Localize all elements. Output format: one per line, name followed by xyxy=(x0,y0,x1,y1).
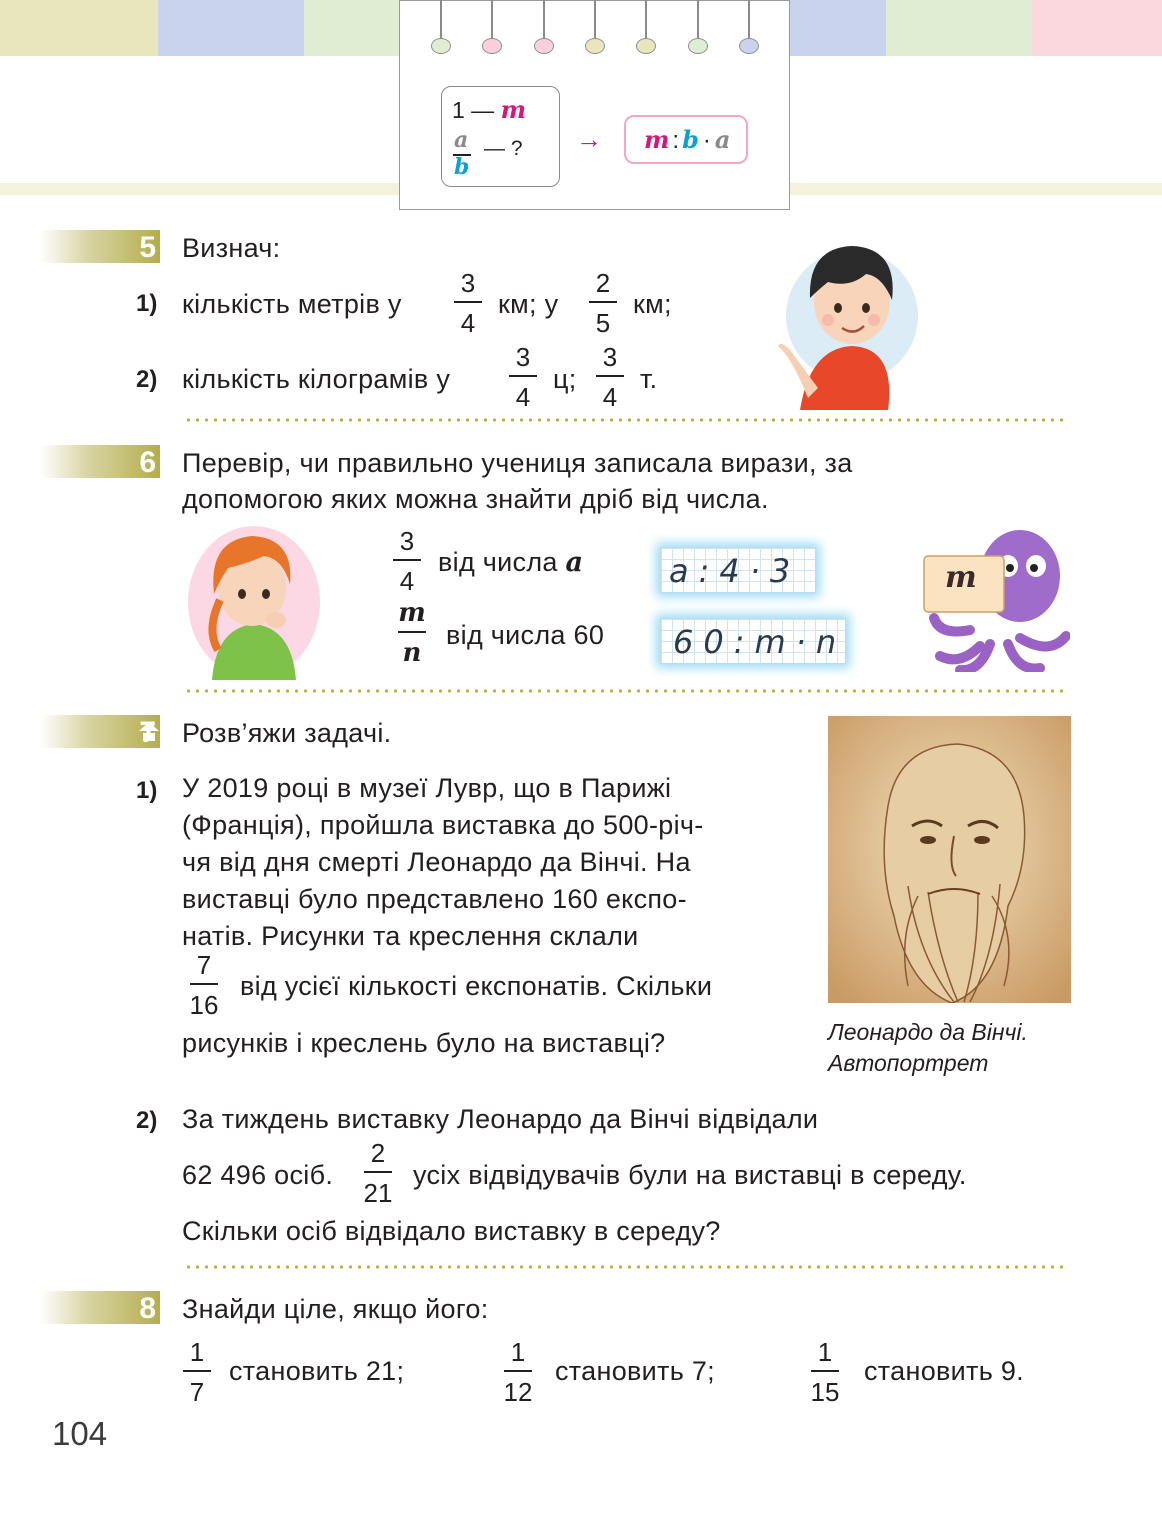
formula-b: b xyxy=(682,125,699,154)
task-7-item-1-line-3: чя від дня смерті Леонардо да Вінчі. На xyxy=(182,847,691,877)
fraction xyxy=(177,1337,217,1407)
fraction-numerator: 3 xyxy=(515,342,531,372)
task-8-text-2: становить 7; xyxy=(555,1356,715,1386)
fraction-denominator: n xyxy=(402,637,422,668)
page-number: 104 xyxy=(52,1415,108,1452)
task-5-item-1-text-a: кількість метрів у xyxy=(182,289,402,319)
portrait-caption-line-2: Автопортрет xyxy=(828,1050,989,1076)
handwriting-box-2 xyxy=(660,618,846,664)
task-7-item-1-line-1: У 2019 році в музеї Лувр, що в Парижі xyxy=(182,773,672,803)
formula-dot: · xyxy=(702,127,711,154)
fraction-denominator: 7 xyxy=(189,1376,205,1407)
fraction-numerator: 7 xyxy=(196,950,212,980)
task-7-item-1-label: 1) xyxy=(136,777,158,804)
task-7-item-2-line-2-a: 62 496 осіб. xyxy=(182,1160,334,1190)
fraction-denominator: 5 xyxy=(595,307,611,338)
fraction-numerator: 3 xyxy=(602,342,618,372)
task-7-item-1-line-4: виставці було представлено 160 експо- xyxy=(182,884,687,914)
task-7-item-1-after-fraction: від усієї кількості експонатів. Скільки xyxy=(240,971,713,1001)
leonardo-portrait-image xyxy=(828,716,1071,1003)
fraction xyxy=(392,598,432,668)
fraction-numerator: 2 xyxy=(370,1138,386,1168)
top-band-2 xyxy=(158,0,304,56)
task-6-row-2-text: від числа 60 xyxy=(446,620,605,650)
task-5-item-2-text-c: т. xyxy=(640,364,658,394)
task-8-text-1: становить 21; xyxy=(229,1356,405,1386)
formula-a: a xyxy=(714,125,731,154)
task-5-item-1-text-b: км; у xyxy=(498,289,559,319)
ring-icon xyxy=(688,38,708,54)
separator xyxy=(184,689,1068,693)
rule-frac-num: a xyxy=(454,127,469,153)
formula-m: m xyxy=(644,125,670,154)
task-6-line-1: Перевір, чи правильно учениця записала вирази, за xyxy=(182,448,853,478)
boy-illustration xyxy=(770,228,920,410)
handwriting-1: a:4·3 xyxy=(669,552,801,590)
ring-icon xyxy=(739,38,759,54)
fraction-numerator: m xyxy=(398,598,426,628)
task-8-title: Знайди ціле, якщо його: xyxy=(182,1294,489,1324)
portrait-caption-line-1: Леонардо да Вінчі. xyxy=(828,1019,1028,1045)
octopus-illustration xyxy=(920,526,1070,672)
task-7-number: 7 xyxy=(139,716,156,749)
handwriting-2: 60:m·n xyxy=(673,623,847,661)
rule-whole-var: m xyxy=(500,95,526,124)
task-6-number: 6 xyxy=(139,446,156,479)
formula-div: : xyxy=(672,127,680,154)
ring-icon xyxy=(482,38,502,54)
fraction xyxy=(448,268,488,338)
task-7-item-2-line-1: За тиждень виставку Леонардо да Вінчі відвідали xyxy=(182,1104,819,1134)
ring-icon xyxy=(636,38,656,54)
top-band-6 xyxy=(1032,0,1162,56)
task-6-marker xyxy=(40,445,160,478)
fraction-denominator: 4 xyxy=(515,381,531,412)
fraction-denominator: 4 xyxy=(602,381,618,412)
fraction-numerator: 3 xyxy=(460,268,476,298)
task-7-title: Розв’яжи задачі. xyxy=(182,718,392,748)
task-7-item-2-line-2-b: усіх відвідувачів були на виставці в середу. xyxy=(413,1160,967,1190)
task-7-item-1-last-line: рисунків і креслень було на виставці? xyxy=(182,1028,666,1058)
handwriting-box-1 xyxy=(660,547,816,593)
task-7-marker xyxy=(40,715,160,748)
task-5-title: Визнач: xyxy=(182,233,281,263)
task-6-line-2: допомогою яких можна знайти дріб від числа. xyxy=(182,484,769,514)
task-7-item-1-line-5: натів. Рисунки та креслення склали xyxy=(182,921,639,951)
rule-frac-tail: — ? xyxy=(484,137,523,160)
fraction xyxy=(805,1337,845,1407)
fraction xyxy=(590,342,630,412)
task-5-item-2-text-a: кількість кілограмів у xyxy=(182,364,451,394)
fraction xyxy=(358,1138,398,1208)
fraction-numerator: 2 xyxy=(595,268,611,298)
rule-arrow-icon: → xyxy=(576,124,602,154)
fraction-denominator: 4 xyxy=(460,307,476,338)
fraction xyxy=(583,268,623,338)
rule-whole-label: 1 — xyxy=(452,97,495,123)
task-5-marker xyxy=(40,230,160,263)
fraction-numerator: 1 xyxy=(510,1337,526,1367)
rule-box xyxy=(441,86,560,187)
task-8-marker xyxy=(40,1291,160,1324)
ring-icon xyxy=(534,38,554,54)
ring-icon xyxy=(585,38,605,54)
fraction xyxy=(498,1337,538,1407)
top-band-3 xyxy=(304,0,400,56)
task-7-item-1-line-2: (Франція), пройшла виставка до 500-річ- xyxy=(182,810,704,840)
task-5-number: 5 xyxy=(139,231,156,264)
task-5-item-1-label: 1) xyxy=(136,290,158,317)
top-band-5 xyxy=(886,0,1032,56)
fraction xyxy=(387,526,427,596)
task-7-item-2-line-3: Скільки осіб відвідало виставку в середу? xyxy=(182,1216,721,1246)
top-band-4 xyxy=(790,0,886,56)
task-6-row-1-label: від числа xyxy=(438,547,558,577)
separator xyxy=(184,1265,1068,1269)
task-5-item-2-text-b: ц; xyxy=(553,364,577,394)
girl-illustration xyxy=(184,520,324,680)
task-7-item-2-label: 2) xyxy=(136,1107,158,1134)
task-5-item-1-text-c: км; xyxy=(633,289,672,319)
rule-frac-den: b xyxy=(454,154,470,180)
fraction-denominator: 15 xyxy=(810,1376,840,1407)
rule-formula xyxy=(624,115,748,164)
fraction-denominator: 16 xyxy=(189,989,219,1020)
fraction xyxy=(184,950,224,1020)
separator xyxy=(184,418,1068,422)
fraction xyxy=(503,342,543,412)
fraction-denominator: 4 xyxy=(399,565,415,596)
fraction-numerator: 3 xyxy=(399,526,415,556)
fraction-numerator: 1 xyxy=(817,1337,833,1367)
fraction-numerator: 1 xyxy=(189,1337,205,1367)
fraction-denominator: 12 xyxy=(503,1376,533,1407)
task-8-number: 8 xyxy=(139,1292,156,1325)
fraction-denominator: 21 xyxy=(363,1177,393,1208)
task-5-item-2-label: 2) xyxy=(136,366,158,393)
top-band-1 xyxy=(0,0,158,56)
task-6-row-1-text xyxy=(438,546,583,579)
task-8-text-3: становить 9. xyxy=(864,1356,1024,1386)
ring-icon xyxy=(431,38,451,54)
octopus-card-letter: m xyxy=(945,560,977,595)
task-6-row-1-var: a xyxy=(565,547,584,578)
